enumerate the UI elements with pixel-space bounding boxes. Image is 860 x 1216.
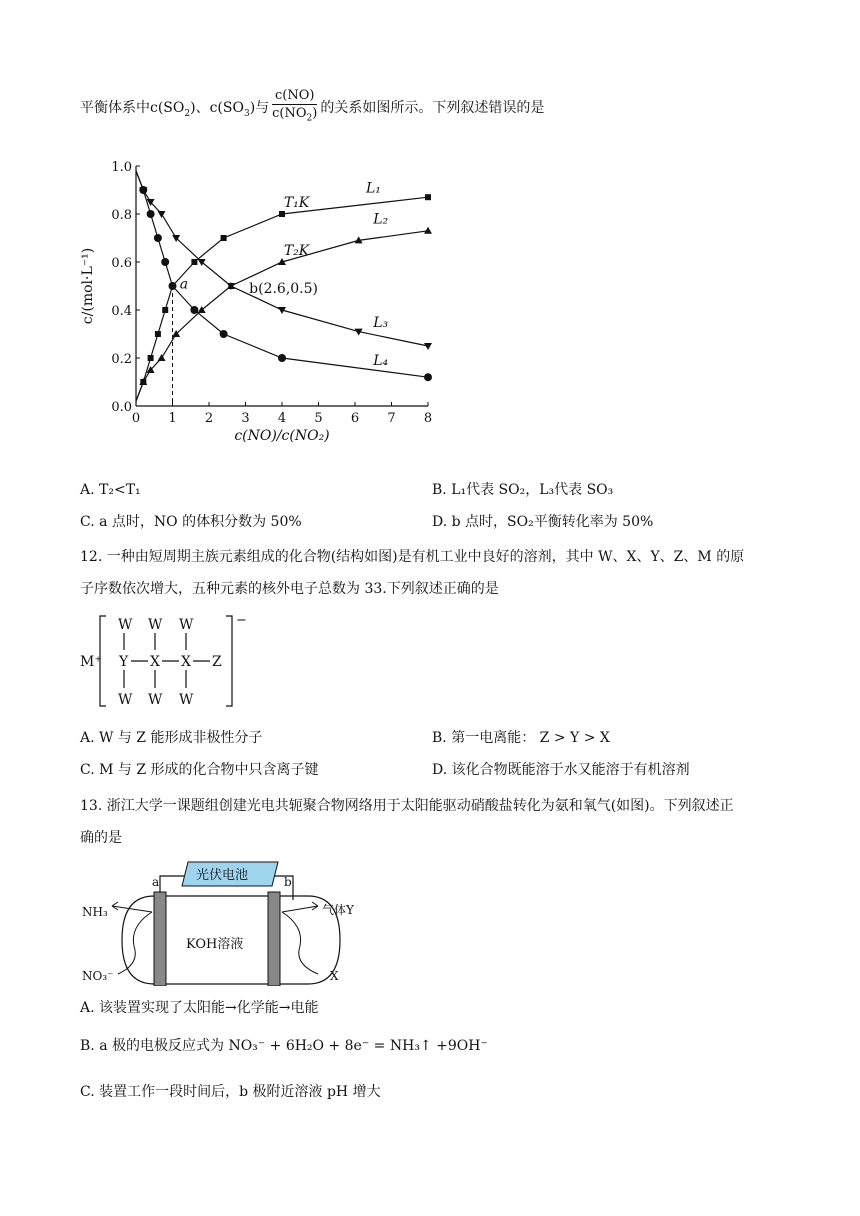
point-L1 (155, 331, 161, 337)
q12-structure (78, 612, 258, 712)
q11-option-a: A. T₂<T₁ (80, 482, 141, 498)
x-tick-label: 5 (314, 411, 323, 426)
pv-cell-label: 光伏电池 (196, 868, 249, 883)
q12-option-c: C. M 与 Z 形成的化合物中只含离子键 (80, 762, 319, 778)
x-axis-label: c(NO)/c(NO₂) (234, 428, 330, 444)
point-L1 (221, 235, 227, 241)
q11-option-d: D. b 点时，SO₂平衡转化率为 50% (432, 514, 654, 530)
point-L1 (279, 211, 285, 217)
annotation-t1: T₁K (283, 194, 310, 211)
q11-so3: $c(SO_3)$与 (209, 99, 270, 119)
electrode-a-label: a (152, 875, 160, 889)
annotation-b: b(2.6,0.5) (249, 281, 319, 298)
annotation-t2: T₂K (283, 242, 310, 259)
q13-stem-line2: 确的是 (80, 830, 122, 846)
point-L1 (191, 259, 197, 265)
y-tick-label: 0.6 (111, 256, 132, 271)
q11-option-c: C. a 点时，NO 的体积分数为 50% (80, 514, 302, 530)
q13-stem-line1: 13. 浙江大学一课题组创建光电共轭聚合物网络用于太阳能驱动硝酸盐转化为氨和氧气(如图)。下列叙述正 (80, 798, 734, 814)
q12-option-a: A. W 与 Z 能形成非极性分子 (80, 730, 263, 746)
electrode-a (154, 892, 166, 986)
x-tick-label: 8 (423, 411, 433, 426)
q12-option-d: D. 该化合物既能溶于水又能溶于有机溶剂 (432, 762, 690, 778)
x-tick-label: 0 (131, 411, 141, 426)
x-tick-label: 2 (204, 411, 214, 426)
electrode-b (268, 892, 280, 986)
nh3-label: NH₃ (82, 905, 108, 919)
x-tick-label: 4 (277, 411, 287, 426)
no3-label: NO₃⁻ (82, 969, 114, 983)
point-L4 (278, 354, 286, 362)
q13-electrolysis-diagram (78, 856, 378, 986)
point-L2 (424, 227, 432, 234)
q11-stem-suffix: 的关系如图所示。下列叙述错误的是 (320, 99, 545, 116)
annotation-l1: L₁ (365, 180, 381, 197)
atom-z: Z (212, 654, 222, 670)
bonds (124, 633, 210, 688)
q11-option-b: B. L₁代表 SO₂，L₃代表 SO₃ (432, 482, 614, 498)
annotation-a: a (179, 276, 189, 293)
q12-stem-line1: 12. 一种由短周期主族元素组成的化合物(结构如图)是有机工业中良好的溶剂，其中 W、X、Y、Z、M 的原 (80, 549, 745, 565)
atom-y: Y (119, 654, 129, 670)
q13-option-c: C. 装置工作一段时间后，b 极附近溶液 pH 增大 (80, 1084, 381, 1100)
point-L1 (162, 307, 168, 313)
cation-m: M⁺ (80, 654, 102, 670)
point-L4 (424, 373, 432, 381)
annotation-l3: L₃ (373, 314, 389, 331)
x-tick-label: 6 (350, 411, 360, 426)
gas-y-label: 气体Y (322, 903, 354, 917)
flow-right (282, 912, 318, 974)
y-tick-label: 0.2 (111, 352, 132, 367)
point-L3 (424, 343, 432, 350)
point-L4 (161, 258, 169, 266)
atom-w-bottom-3: W (179, 692, 194, 708)
point-L3 (158, 211, 166, 218)
point-L4 (147, 210, 155, 218)
q11-so2: $c(SO_2)$、 (150, 99, 210, 119)
arrow-nh3 (112, 906, 152, 912)
series-line-L1 (136, 194, 428, 401)
atom-w-top-2: W (148, 617, 163, 633)
x-tick-label: 1 (168, 411, 177, 426)
y-axis-label: c/(mol·L⁻¹) (80, 247, 96, 325)
atom-w-top-3: W (179, 617, 194, 633)
point-L4 (169, 282, 177, 290)
annotation-l4: L₄ (373, 353, 389, 370)
atom-x-2: X (181, 654, 191, 670)
annotation-l2: L₂ (373, 211, 389, 228)
y-tick-label: 0.8 (111, 208, 132, 223)
point-L1 (148, 355, 154, 361)
x-tick-label: 3 (241, 411, 250, 426)
point-L4 (139, 186, 147, 194)
point-L4 (220, 330, 228, 338)
atom-w-bottom-1: W (118, 692, 133, 708)
q11-ratio-fraction: $\frac{c(NO)}{c(NO_2)}$ (272, 88, 318, 124)
anion-charge: − (236, 613, 247, 628)
right-bracket (226, 616, 232, 706)
q12-stem-line2: 子序数依次增大，五种元素的核外电子总数为 33.下列叙述正确的是 (80, 581, 499, 597)
point-L2 (158, 354, 166, 361)
solution-label: KOH溶液 (186, 937, 244, 952)
atom-w-bottom-2: W (148, 692, 163, 708)
q11-stem (80, 88, 544, 128)
x-tick-label: 7 (387, 411, 396, 426)
x-label: X (330, 969, 339, 983)
q13-option-b-equation: NO₃⁻ + 6H₂O + 8e⁻ = NH₃↑ +9OH⁻ (228, 1038, 488, 1054)
flow-left (118, 912, 152, 974)
point-L1 (425, 194, 431, 200)
electrode-b-label: b (284, 875, 292, 889)
point-L4 (154, 234, 162, 242)
q11-chart (70, 150, 450, 460)
q13-option-b: B. a 极的电极反应式为 NO₃⁻ + 6H₂O + 8e⁻ = NH₃↑ +9OH⁻ (80, 1038, 488, 1054)
y-tick-label: 0.0 (111, 400, 132, 415)
atom-w-top-1: W (118, 617, 133, 633)
point-L4 (190, 306, 198, 314)
atom-x-1: X (150, 654, 160, 670)
q12-option-b: B. 第一电离能： Z > Y > X (432, 730, 610, 746)
q13-option-a: A. 该装置实现了太阳能→化学能→电能 (80, 1000, 319, 1016)
q11-stem-prefix: 平衡体系中 (80, 99, 150, 116)
y-tick-label: 0.4 (111, 304, 132, 319)
y-tick-label: 1.0 (111, 160, 132, 175)
